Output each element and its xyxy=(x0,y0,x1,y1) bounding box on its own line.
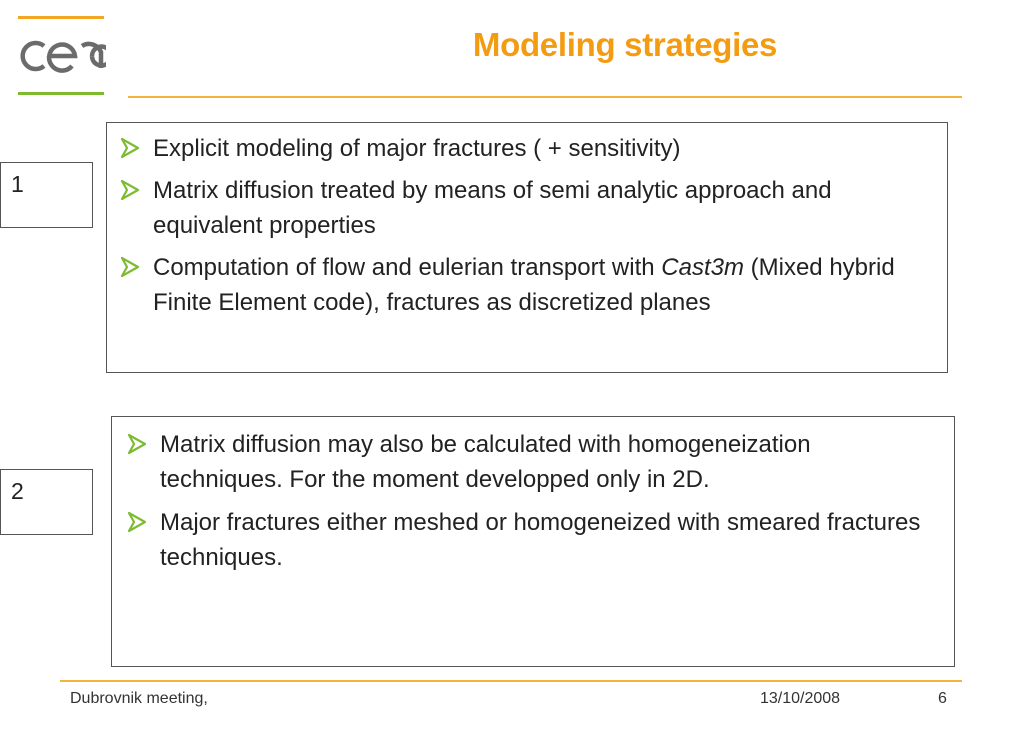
arrow-bullet-icon xyxy=(119,256,141,278)
section-2-number: 2 xyxy=(0,469,93,535)
footer-date: 13/10/2008 xyxy=(760,690,841,707)
section-2-box xyxy=(111,416,955,667)
bullet-text: Matrix diffusion treated by means of semi analytic approach and equivalent properties xyxy=(153,177,832,239)
section-1-number: 1 xyxy=(0,162,93,228)
list-item xyxy=(126,505,926,575)
arrow-bullet-icon xyxy=(119,137,141,159)
arrow-bullet-icon xyxy=(126,433,148,455)
logo-bottom-bar xyxy=(18,92,104,95)
title-rule xyxy=(128,96,962,98)
section-1-box xyxy=(106,122,948,373)
section-1-list xyxy=(119,131,929,327)
bullet-text-pre: Computation of flow and eulerian transport with xyxy=(153,254,662,281)
footer-rule xyxy=(60,680,962,682)
logo-top-bar xyxy=(18,16,104,19)
bullet-text: Explicit modeling of major fractures ( + sensitivity) xyxy=(153,135,681,162)
page-number: 6 xyxy=(938,690,947,707)
footer-event: Dubrovnik meeting, xyxy=(70,690,208,707)
cea-logo xyxy=(18,14,108,98)
slide-title: Modeling strategies xyxy=(472,26,778,63)
list-item xyxy=(119,250,929,320)
bullet-text: Major fractures either meshed or homogeneized with smeared fractures techniques. xyxy=(160,509,921,571)
arrow-bullet-icon xyxy=(119,179,141,201)
list-item xyxy=(126,427,926,497)
list-item xyxy=(119,173,929,243)
bullet-text: Matrix diffusion may also be calculated with homogeneization techniques. For the moment developped only in 2D. xyxy=(160,431,811,493)
bullet-text-post: (Mixed hybrid Finite Element code), fractures as discretized planes xyxy=(153,254,895,316)
arrow-bullet-icon xyxy=(126,511,148,533)
list-item xyxy=(119,131,929,166)
cea-logo-mark xyxy=(20,38,106,74)
cast3m-code-name: Cast3m xyxy=(661,254,744,281)
section-2-list xyxy=(126,427,926,583)
